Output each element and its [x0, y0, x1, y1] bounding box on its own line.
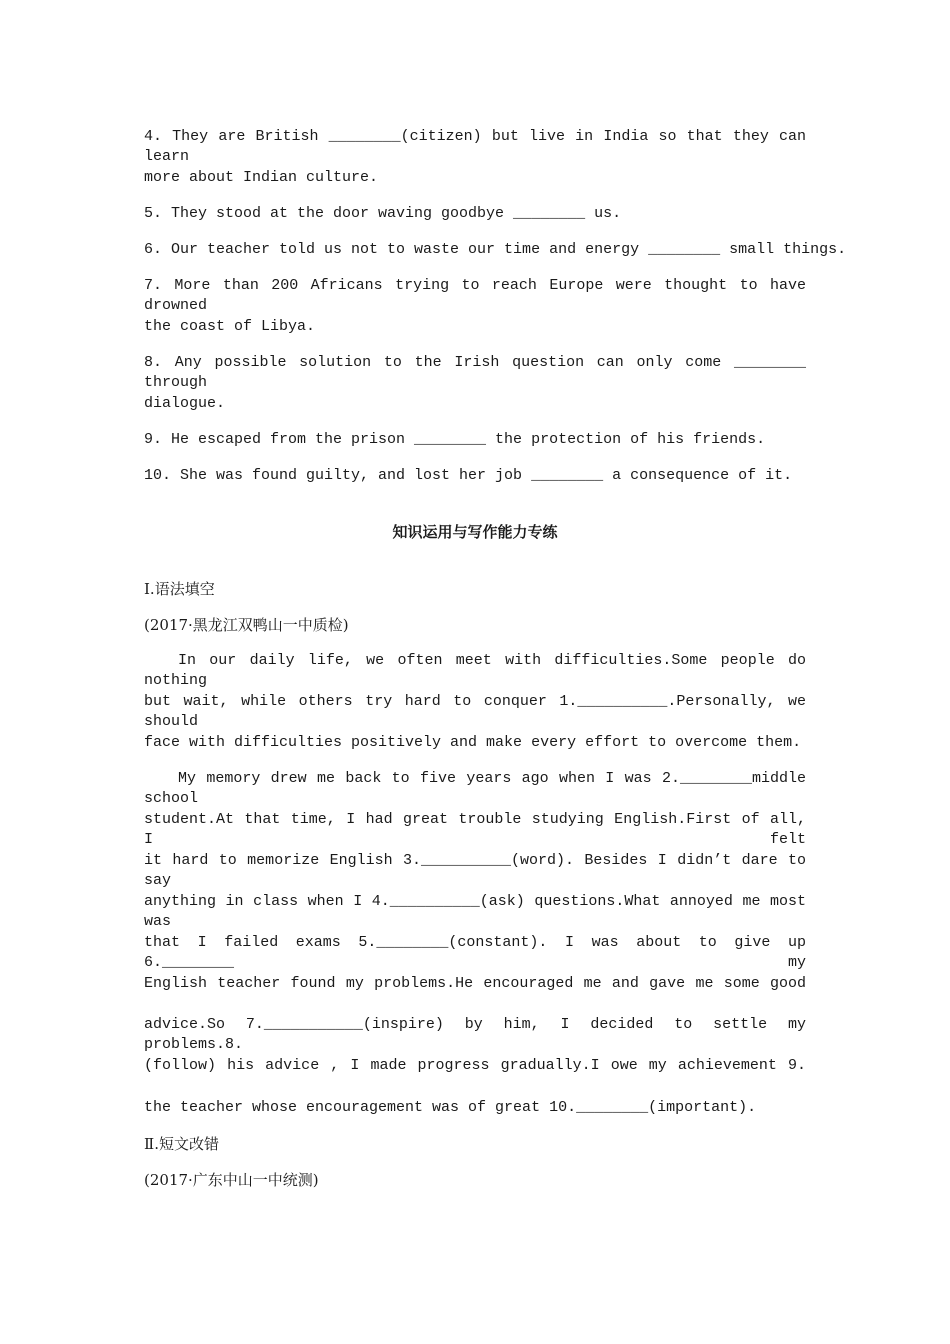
part2-heading: Ⅱ.短文改错: [144, 1135, 219, 1153]
section-title: 知识运用与写作能力专练: [392, 523, 558, 541]
passage-line-8: that I failed exams 5.________(constant). I was about to give up 6.________ my: [144, 934, 806, 971]
passage-line-7: anything in class when I 4.__________(ask) questions.What annoyed me most was: [144, 893, 806, 930]
item-8-line-1: 8. Any possible solution to the Irish question can only come ________ through: [144, 354, 806, 391]
part1-source: (2017·黑龙江双鸭山一中质检): [144, 616, 349, 634]
part1-heading: Ⅰ.语法填空: [144, 580, 215, 598]
passage-line-2: but wait, while others try hard to conquer 1.__________.Personally, we should: [144, 693, 806, 730]
document-page: [144, 0, 847, 1344]
passage-line-9: English teacher found my problems.He encouraged me and gave me some good: [144, 975, 806, 992]
passage-line-6: it hard to memorize English 3.__________(word). Besides I didn’t dare to say: [144, 852, 806, 889]
passage-line-4: My memory drew me back to five years ago when I was 2.________middle school: [144, 770, 806, 807]
item-10: 10. She was found guilty, and lost her job ________ a consequence of it.: [144, 467, 793, 484]
passage-line-1: In our daily life, we often meet with difficulties.Some people do nothing: [144, 652, 806, 689]
item-9: 9. He escaped from the prison ________ the protection of his friends.: [144, 431, 766, 448]
item-8-line-2: dialogue.: [144, 395, 226, 412]
passage-line-12: the teacher whose encouragement was of great 10.________(important).: [144, 1099, 757, 1116]
passage-line-10: advice.So 7.___________(inspire) by him, I decided to settle my problems.8.: [144, 1016, 806, 1053]
item-4-line-1: 4. They are British ________(citizen) but live in India so that they can learn: [144, 128, 806, 165]
item-4-line-2: more about Indian culture.: [144, 169, 379, 186]
part2-source: (2017·广东中山一中统测): [144, 1171, 319, 1189]
passage-line-5: student.At that time, I had great trouble studying English.First of all, I felt: [144, 811, 806, 848]
item-7-line-1: 7. More than 200 Africans trying to reach Europe were thought to have drowned: [144, 277, 806, 314]
item-5: 5. They stood at the door waving goodbye ________ us.: [144, 205, 622, 222]
passage-line-11: (follow) his advice , I made progress gradually.I owe my achievement 9.: [144, 1057, 806, 1074]
passage-line-3: face with difficulties positively and make every effort to overcome them.: [144, 734, 802, 751]
item-6: 6. Our teacher told us not to waste our time and energy ________ small things.: [144, 241, 847, 258]
item-7-line-2: the coast of Libya.: [144, 318, 316, 335]
